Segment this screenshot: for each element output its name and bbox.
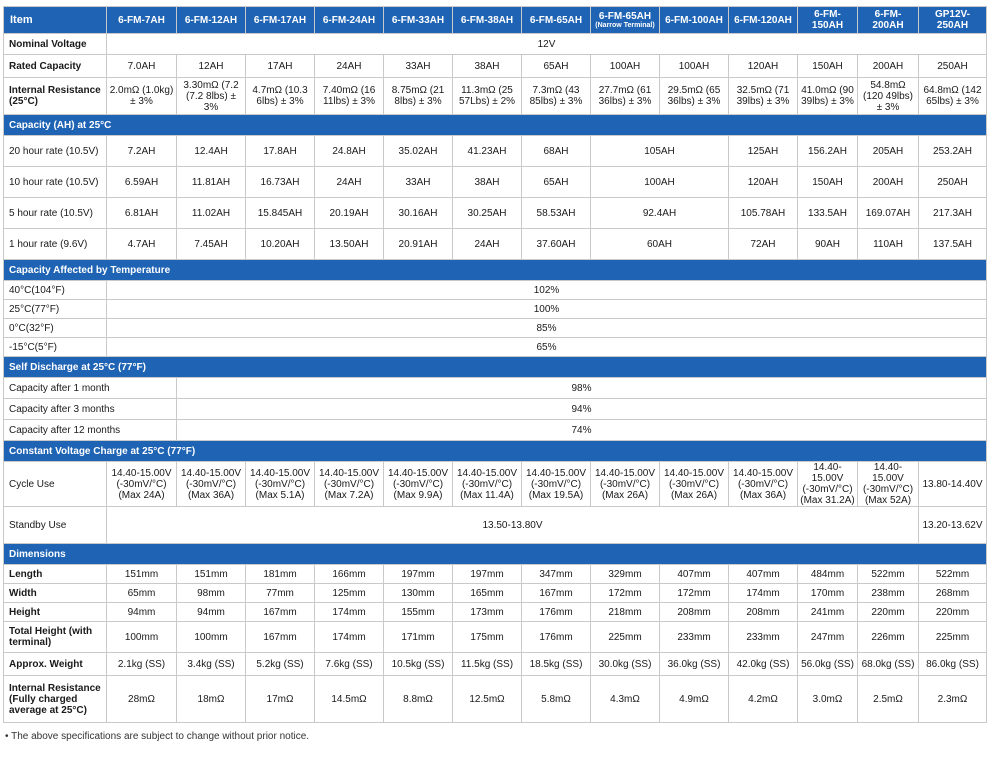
dimension-cell: 8.8mΩ	[384, 676, 453, 723]
row-self-discharge	[4, 378, 987, 399]
capacity-cell: 7.2AH	[107, 136, 177, 167]
dimension-cell: 155mm	[384, 603, 453, 622]
dimension-cell: 18.5kg (SS)	[522, 653, 591, 676]
rated-capacity-cell: 250AH	[919, 55, 987, 78]
rated-capacity-cell: 65AH	[522, 55, 591, 78]
model-name: 6-FM-7AH	[118, 14, 165, 26]
dimension-cell: 233mm	[660, 622, 729, 653]
dimension-cell: 238mm	[858, 584, 919, 603]
dimension-cell: 226mm	[858, 622, 919, 653]
capacity-cell: 7.45AH	[177, 229, 246, 260]
row-label: Capacity after 1 month	[4, 378, 177, 399]
section-title: Constant Voltage Charge at 25°C (77°F)	[4, 441, 987, 462]
model-header	[177, 7, 246, 34]
dimension-cell: 225mm	[591, 622, 660, 653]
section-header	[4, 357, 987, 378]
dimension-cell: 11.5kg (SS)	[453, 653, 522, 676]
row-nominal-voltage	[4, 34, 987, 55]
temperature-value: 85%	[107, 319, 987, 338]
cycle-use-cell: 14.40-15.00V (-30mV/°C) (Max 52A)	[858, 462, 919, 507]
dimension-cell: 170mm	[798, 584, 858, 603]
capacity-cell: 38AH	[453, 167, 522, 198]
model-name: 6-FM-120AH	[734, 14, 792, 26]
internal-resistance-cell: 4.7mΩ (10.3 6lbs) ± 3%	[246, 78, 315, 115]
capacity-cell: 33AH	[384, 167, 453, 198]
row-label: 25°C(77°F)	[4, 300, 107, 319]
cycle-use-cell: 14.40-15.00V (-30mV/°C) (Max 7.2A)	[315, 462, 384, 507]
nominal-voltage-value: 12V	[107, 34, 987, 55]
standby-last-value: 13.20-13.62V	[919, 507, 987, 544]
dimension-cell: 197mm	[453, 565, 522, 584]
capacity-cell: 110AH	[858, 229, 919, 260]
capacity-cell: 15.845AH	[246, 198, 315, 229]
internal-resistance-cell: 64.8mΩ (142 65lbs) ± 3%	[919, 78, 987, 115]
capacity-cell: 72AH	[729, 229, 798, 260]
dimension-cell: 407mm	[729, 565, 798, 584]
row-temperature	[4, 281, 987, 300]
dimension-cell: 3.4kg (SS)	[177, 653, 246, 676]
dimension-cell: 98mm	[177, 584, 246, 603]
capacity-cell: 169.07AH	[858, 198, 919, 229]
capacity-cell: 217.3AH	[919, 198, 987, 229]
model-name: 6-FM-12AH	[184, 14, 238, 26]
capacity-merged-cell: 105AH	[591, 136, 729, 167]
self-discharge-value: 74%	[177, 420, 987, 441]
dimension-cell: 347mm	[522, 565, 591, 584]
section-header	[4, 441, 987, 462]
internal-resistance-cell: 27.7mΩ (61 36lbs) ± 3%	[591, 78, 660, 115]
rated-capacity-cell: 12AH	[177, 55, 246, 78]
row-label: 5 hour rate (10.5V)	[4, 198, 107, 229]
capacity-cell: 24AH	[453, 229, 522, 260]
cycle-use-cell: 14.40-15.00V (-30mV/°C) (Max 31.2A)	[798, 462, 858, 507]
model-header	[591, 7, 660, 34]
capacity-cell: 6.81AH	[107, 198, 177, 229]
dimension-cell: 77mm	[246, 584, 315, 603]
dimension-cell: 220mm	[858, 603, 919, 622]
cycle-use-cell: 14.40-15.00V (-30mV/°C) (Max 24A)	[107, 462, 177, 507]
capacity-cell: 13.50AH	[315, 229, 384, 260]
temperature-value: 100%	[107, 300, 987, 319]
dimension-cell: 7.6kg (SS)	[315, 653, 384, 676]
capacity-cell: 10.20AH	[246, 229, 315, 260]
section-header	[4, 544, 987, 565]
row-dimension	[4, 622, 987, 653]
row-label: 0°C(32°F)	[4, 319, 107, 338]
dimension-cell: 2.1kg (SS)	[107, 653, 177, 676]
capacity-cell: 58.53AH	[522, 198, 591, 229]
internal-resistance-cell: 54.8mΩ (120 49lbs) ± 3%	[858, 78, 919, 115]
capacity-merged-cell: 100AH	[591, 167, 729, 198]
capacity-cell: 37.60AH	[522, 229, 591, 260]
dimension-cell: 151mm	[177, 565, 246, 584]
row-label: Capacity after 3 months	[4, 399, 177, 420]
model-subtitle: (Narrow Terminal)	[595, 21, 655, 29]
dimension-cell: 36.0kg (SS)	[660, 653, 729, 676]
row-internal-resistance	[4, 78, 987, 115]
row-temperature	[4, 319, 987, 338]
section-title: Capacity (AH) at 25°C	[4, 115, 987, 136]
dimension-cell: 4.9mΩ	[660, 676, 729, 723]
model-header	[246, 7, 315, 34]
internal-resistance-cell: 7.40mΩ (16 11lbs) ± 3%	[315, 78, 384, 115]
row-temperature	[4, 300, 987, 319]
dimension-cell: 171mm	[384, 622, 453, 653]
row-label: Total Height (with terminal)	[4, 622, 107, 653]
dimension-cell: 2.3mΩ	[919, 676, 987, 723]
model-header	[107, 7, 177, 34]
row-capacity-rate	[4, 198, 987, 229]
section-title: Capacity Affected by Temperature	[4, 260, 987, 281]
capacity-cell: 125AH	[729, 136, 798, 167]
row-label: Height	[4, 603, 107, 622]
model-header	[660, 7, 729, 34]
row-standby-use	[4, 507, 987, 544]
model-header	[729, 7, 798, 34]
dimension-cell: 167mm	[522, 584, 591, 603]
dimension-cell: 5.2kg (SS)	[246, 653, 315, 676]
rated-capacity-cell: 100AH	[660, 55, 729, 78]
row-dimension	[4, 584, 987, 603]
rated-capacity-cell: 38AH	[453, 55, 522, 78]
row-dimension	[4, 565, 987, 584]
row-label: -15°C(5°F)	[4, 338, 107, 357]
internal-resistance-cell: 11.3mΩ (25 57Lbs) ± 2%	[453, 78, 522, 115]
capacity-cell: 105.78AH	[729, 198, 798, 229]
dimension-cell: 174mm	[315, 603, 384, 622]
cycle-use-cell: 14.40-15.00V (-30mV/°C) (Max 19.5A)	[522, 462, 591, 507]
rated-capacity-cell: 120AH	[729, 55, 798, 78]
cycle-use-cell: 14.40-15.00V (-30mV/°C) (Max 36A)	[177, 462, 246, 507]
row-capacity-rate	[4, 136, 987, 167]
row-dimension	[4, 676, 987, 723]
dimension-cell: 86.0kg (SS)	[919, 653, 987, 676]
dimension-cell: 125mm	[315, 584, 384, 603]
dimension-cell: 94mm	[177, 603, 246, 622]
capacity-cell: 156.2AH	[798, 136, 858, 167]
dimension-cell: 10.5kg (SS)	[384, 653, 453, 676]
capacity-cell: 20.19AH	[315, 198, 384, 229]
cycle-use-cell: 14.40-15.00V (-30mV/°C) (Max 9.9A)	[384, 462, 453, 507]
dimension-cell: 28mΩ	[107, 676, 177, 723]
dimension-cell: 2.5mΩ	[858, 676, 919, 723]
dimension-cell: 100mm	[107, 622, 177, 653]
capacity-cell: 68AH	[522, 136, 591, 167]
dimension-cell: 197mm	[384, 565, 453, 584]
model-name: 6-FM-33AH	[391, 14, 445, 26]
model-name: 6-FM-100AH	[665, 14, 723, 26]
dimension-cell: 30.0kg (SS)	[591, 653, 660, 676]
capacity-cell: 250AH	[919, 167, 987, 198]
row-label: Width	[4, 584, 107, 603]
capacity-cell: 90AH	[798, 229, 858, 260]
cycle-use-cell: 14.40-15.00V (-30mV/°C) (Max 26A)	[660, 462, 729, 507]
internal-resistance-cell: 2.0mΩ (1.0kg) ± 3%	[107, 78, 177, 115]
capacity-cell: 24AH	[315, 167, 384, 198]
rated-capacity-cell: 33AH	[384, 55, 453, 78]
model-name: 6-FM-65AH	[598, 10, 652, 22]
rated-capacity-cell: 100AH	[591, 55, 660, 78]
row-label: Internal Resistance (Fully charged average at 25°C)	[4, 676, 107, 723]
dimension-cell: 5.8mΩ	[522, 676, 591, 723]
row-label: Capacity after 12 months	[4, 420, 177, 441]
dimension-cell: 208mm	[729, 603, 798, 622]
dimension-cell: 225mm	[919, 622, 987, 653]
dimension-cell: 130mm	[384, 584, 453, 603]
row-label: 40°C(104°F)	[4, 281, 107, 300]
row-label: Cycle Use	[4, 462, 107, 507]
rated-capacity-cell: 24AH	[315, 55, 384, 78]
dimension-cell: 247mm	[798, 622, 858, 653]
capacity-cell: 17.8AH	[246, 136, 315, 167]
capacity-merged-cell: 92.4AH	[591, 198, 729, 229]
rated-capacity-cell: 17AH	[246, 55, 315, 78]
dimension-cell: 218mm	[591, 603, 660, 622]
dimension-cell: 176mm	[522, 603, 591, 622]
dimension-cell: 176mm	[522, 622, 591, 653]
row-temperature	[4, 338, 987, 357]
capacity-cell: 4.7AH	[107, 229, 177, 260]
rated-capacity-cell: 200AH	[858, 55, 919, 78]
dimension-cell: 165mm	[453, 584, 522, 603]
dimension-cell: 522mm	[919, 565, 987, 584]
capacity-cell: 6.59AH	[107, 167, 177, 198]
capacity-cell: 35.02AH	[384, 136, 453, 167]
row-label: Approx. Weight	[4, 653, 107, 676]
model-name: GP12V-250AH	[934, 9, 971, 31]
header-row	[4, 7, 987, 34]
capacity-cell: 41.23AH	[453, 136, 522, 167]
dimension-cell: 166mm	[315, 565, 384, 584]
row-dimension	[4, 603, 987, 622]
capacity-cell: 11.81AH	[177, 167, 246, 198]
model-name: 6-FM-65AH	[529, 14, 583, 26]
model-header	[315, 7, 384, 34]
dimension-cell: 484mm	[798, 565, 858, 584]
model-header	[453, 7, 522, 34]
cycle-use-cell: 14.40-15.00V (-30mV/°C) (Max 36A)	[729, 462, 798, 507]
dimension-cell: 181mm	[246, 565, 315, 584]
dimension-cell: 68.0kg (SS)	[858, 653, 919, 676]
cycle-use-cell: 14.40-15.00V (-30mV/°C) (Max 11.4A)	[453, 462, 522, 507]
section-header	[4, 260, 987, 281]
section-title: Self Discharge at 25°C (77°F)	[4, 357, 987, 378]
model-name: 6-FM-17AH	[253, 14, 307, 26]
capacity-cell: 65AH	[522, 167, 591, 198]
spec-table	[3, 6, 987, 723]
dimension-cell: 268mm	[919, 584, 987, 603]
capacity-cell: 30.16AH	[384, 198, 453, 229]
capacity-cell: 30.25AH	[453, 198, 522, 229]
dimension-cell: 65mm	[107, 584, 177, 603]
capacity-cell: 205AH	[858, 136, 919, 167]
dimension-cell: 233mm	[729, 622, 798, 653]
row-capacity-rate	[4, 167, 987, 198]
internal-resistance-cell: 41.0mΩ (90 39lbs) ± 3%	[798, 78, 858, 115]
dimension-cell: 175mm	[453, 622, 522, 653]
dimension-cell: 17mΩ	[246, 676, 315, 723]
dimension-cell: 522mm	[858, 565, 919, 584]
header-item: Item	[4, 7, 107, 34]
dimension-cell: 167mm	[246, 603, 315, 622]
footnote: • The above specifications are subject to change without prior notice.	[5, 731, 310, 742]
internal-resistance-cell: 3.30mΩ (7.2 (7.2 8lbs) ± 3%	[177, 78, 246, 115]
self-discharge-value: 98%	[177, 378, 987, 399]
dimension-cell: 172mm	[660, 584, 729, 603]
temperature-value: 65%	[107, 338, 987, 357]
dimension-cell: 172mm	[591, 584, 660, 603]
capacity-cell: 150AH	[798, 167, 858, 198]
section-header	[4, 115, 987, 136]
model-name: 6-FM-150AH	[811, 9, 844, 31]
dimension-cell: 42.0kg (SS)	[729, 653, 798, 676]
model-header	[858, 7, 919, 34]
dimension-cell: 12.5mΩ	[453, 676, 522, 723]
capacity-cell: 133.5AH	[798, 198, 858, 229]
dimension-cell: 56.0kg (SS)	[798, 653, 858, 676]
dimension-cell: 4.3mΩ	[591, 676, 660, 723]
standby-value: 13.50-13.80V	[107, 507, 919, 544]
dimension-cell: 94mm	[107, 603, 177, 622]
dimension-cell: 18mΩ	[177, 676, 246, 723]
model-header	[522, 7, 591, 34]
dimension-cell: 100mm	[177, 622, 246, 653]
self-discharge-value: 94%	[177, 399, 987, 420]
row-label: 1 hour rate (9.6V)	[4, 229, 107, 260]
dimension-cell: 241mm	[798, 603, 858, 622]
row-label: Standby Use	[4, 507, 107, 544]
internal-resistance-cell: 32.5mΩ (71 39lbs) ± 3%	[729, 78, 798, 115]
model-name: 6-FM-24AH	[322, 14, 376, 26]
cycle-use-cell: 13.80-14.40V	[919, 462, 987, 507]
dimension-cell: 151mm	[107, 565, 177, 584]
row-capacity-rate	[4, 229, 987, 260]
dimension-cell: 167mm	[246, 622, 315, 653]
dimension-cell: 220mm	[919, 603, 987, 622]
dimension-cell: 3.0mΩ	[798, 676, 858, 723]
row-self-discharge	[4, 399, 987, 420]
internal-resistance-cell: 8.75mΩ (21 8lbs) ± 3%	[384, 78, 453, 115]
cycle-use-cell: 14.40-15.00V (-30mV/°C) (Max 26A)	[591, 462, 660, 507]
dimension-cell: 329mm	[591, 565, 660, 584]
internal-resistance-cell: 7.3mΩ (43 85lbs) ± 3%	[522, 78, 591, 115]
dimension-cell: 208mm	[660, 603, 729, 622]
dimension-cell: 14.5mΩ	[315, 676, 384, 723]
row-rated-capacity	[4, 55, 987, 78]
dimension-cell: 407mm	[660, 565, 729, 584]
capacity-merged-cell: 60AH	[591, 229, 729, 260]
row-label: Nominal Voltage	[4, 34, 107, 55]
capacity-cell: 24.8AH	[315, 136, 384, 167]
row-label: 20 hour rate (10.5V)	[4, 136, 107, 167]
capacity-cell: 20.91AH	[384, 229, 453, 260]
row-label: Rated Capacity	[4, 55, 107, 78]
cycle-use-cell: 14.40-15.00V (-30mV/°C) (Max 5.1A)	[246, 462, 315, 507]
dimension-cell: 173mm	[453, 603, 522, 622]
dimension-cell: 174mm	[315, 622, 384, 653]
model-name: 6-FM-38AH	[460, 14, 514, 26]
internal-resistance-cell: 29.5mΩ (65 36lbs) ± 3%	[660, 78, 729, 115]
capacity-cell: 137.5AH	[919, 229, 987, 260]
model-header	[798, 7, 858, 34]
row-cycle-use	[4, 462, 987, 507]
row-label: Internal Resistance (25°C)	[4, 78, 107, 115]
section-title: Dimensions	[4, 544, 987, 565]
temperature-value: 102%	[107, 281, 987, 300]
capacity-cell: 11.02AH	[177, 198, 246, 229]
row-label: 10 hour rate (10.5V)	[4, 167, 107, 198]
capacity-cell: 12.4AH	[177, 136, 246, 167]
dimension-cell: 4.2mΩ	[729, 676, 798, 723]
model-header	[919, 7, 987, 34]
model-name: 6-FM-200AH	[872, 9, 904, 31]
capacity-cell: 16.73AH	[246, 167, 315, 198]
capacity-cell: 253.2AH	[919, 136, 987, 167]
rated-capacity-cell: 150AH	[798, 55, 858, 78]
rated-capacity-cell: 7.0AH	[107, 55, 177, 78]
dimension-cell: 174mm	[729, 584, 798, 603]
row-self-discharge	[4, 420, 987, 441]
capacity-cell: 120AH	[729, 167, 798, 198]
row-dimension	[4, 653, 987, 676]
row-label: Length	[4, 565, 107, 584]
capacity-cell: 200AH	[858, 167, 919, 198]
model-header	[384, 7, 453, 34]
